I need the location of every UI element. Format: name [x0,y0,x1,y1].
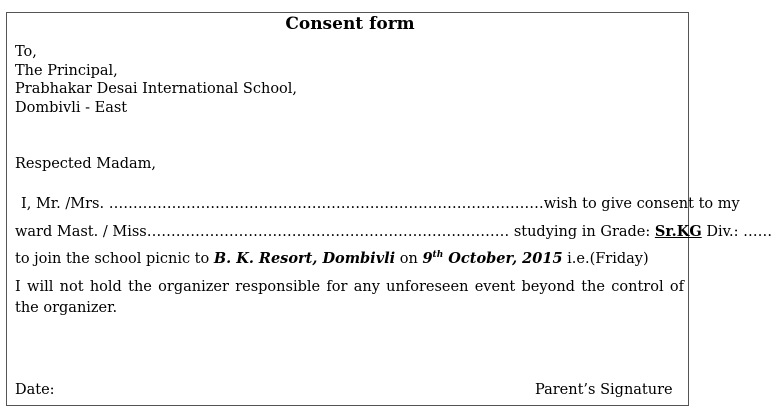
signature-label: Parent’s Signature [535,382,673,398]
picnic-on: on [399,251,418,267]
picnic-month-year: October, 2015 [448,250,563,267]
address-school: Prabhakar Desai International School, [15,81,298,97]
address-location: Dombivli - East [15,100,128,116]
picnic-day: 9 [422,250,433,267]
consent-text: wish to give consent to my [543,196,740,212]
ward-label: ward Mast. / Miss [15,224,147,240]
picnic-weekday: i.e.(Friday) [567,251,649,267]
parent-label: I, Mr. /Mrs. [21,196,105,212]
parent-name-blank: ……………………………………………………………………………… [108,196,544,212]
ward-name-blank: ………………………………………………………………… [146,224,510,240]
date-label: Date: [15,382,55,398]
division-blank: …… [743,224,772,240]
grade-label: studying in Grade: [513,224,651,240]
picnic-venue: B. K. Resort, Dombivli [213,250,396,267]
address-recipient: The Principal, [15,63,118,79]
declaration-paragraph: I will not hold the organizer responsible for any unforeseen event beyond the control of the organizer. [15,279,684,316]
address-to: To, [15,44,37,60]
form-title: Consent form [285,14,415,34]
consent-line-parent [15,196,740,212]
picnic-text: to join the school picnic to [15,251,210,267]
salutation: Respected Madam, [15,156,156,172]
division-label: Div.: [706,224,739,240]
consent-line-picnic [15,250,649,267]
picnic-date [422,250,562,267]
consent-line-ward [15,223,772,240]
grade-value: Sr.KG [654,223,702,240]
picnic-day-suffix: th [432,250,444,261]
